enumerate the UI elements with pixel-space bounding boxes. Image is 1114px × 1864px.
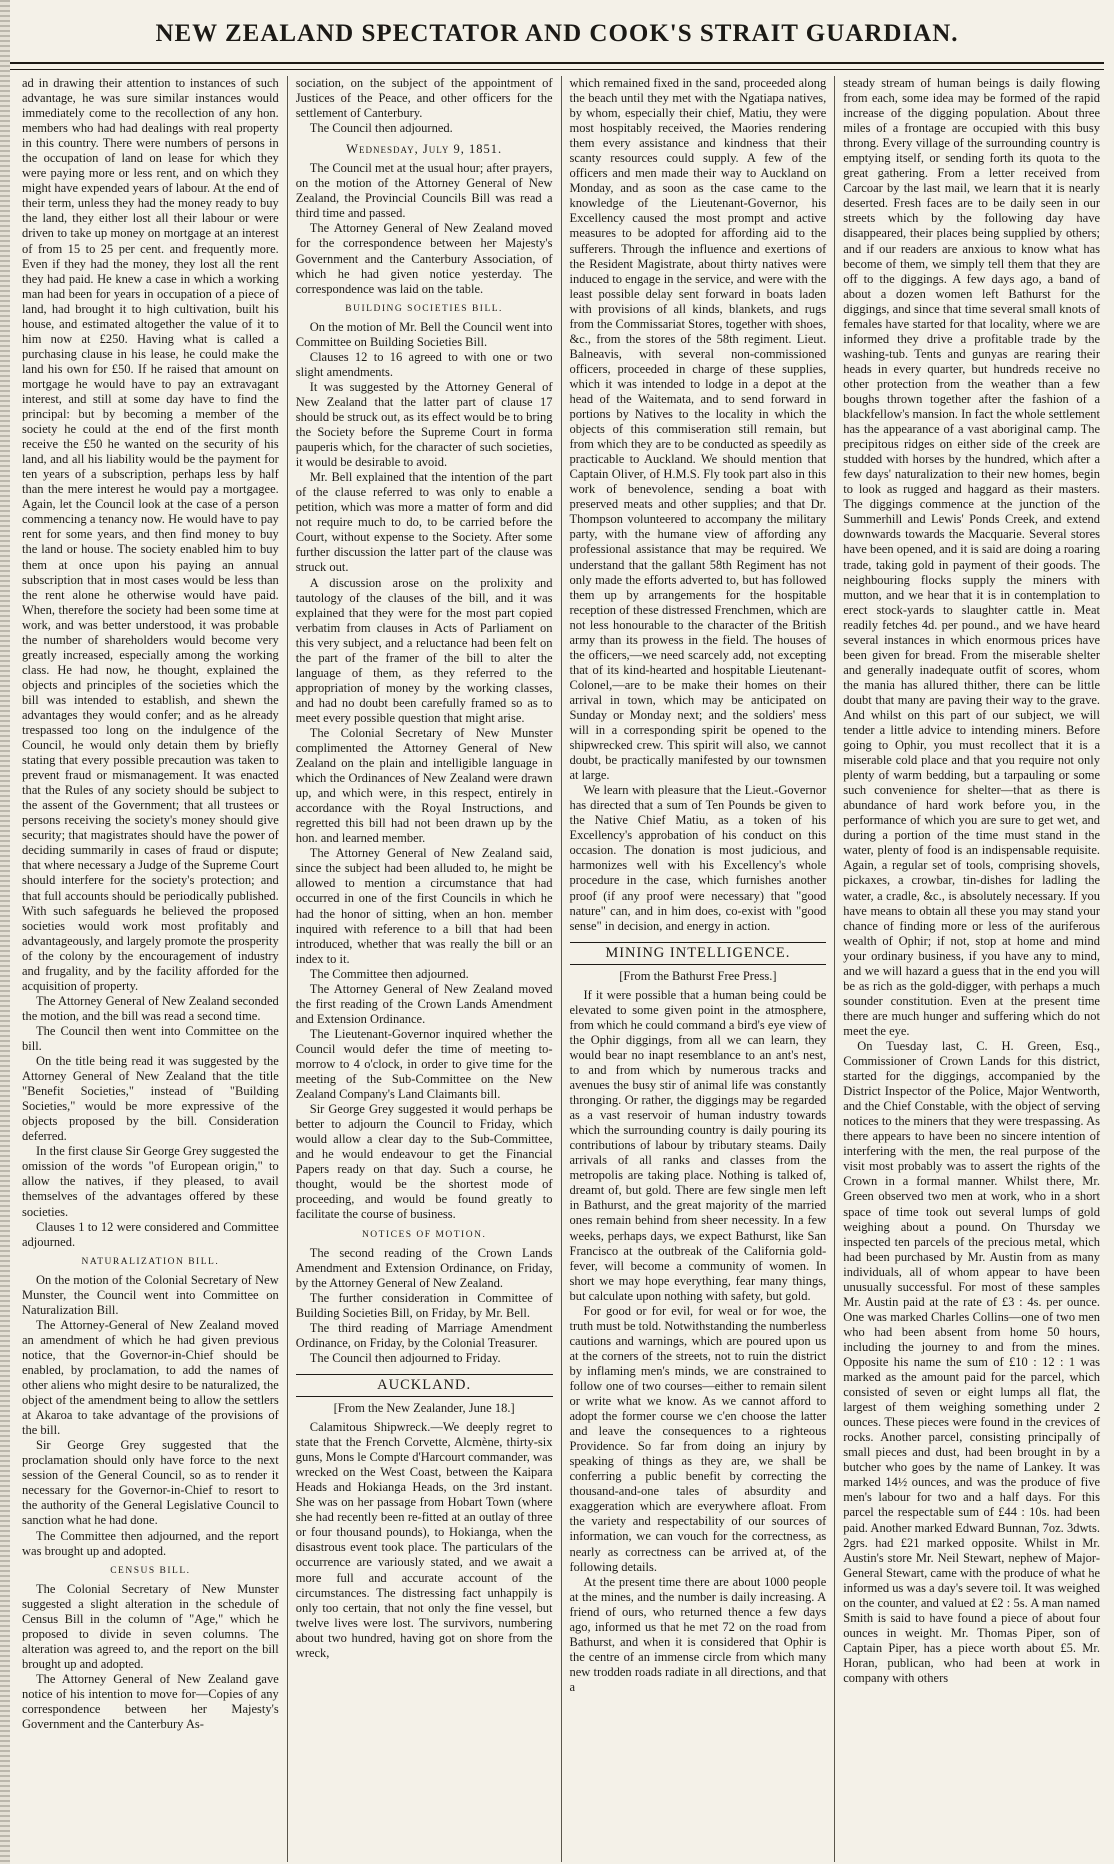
paragraph: On the title being read it was suggested by the Attorney General of New Zealand that the title "Benefit Societies," instead of "Building Societies," would be more expressive of the objects proposed by the bill. Consideration deferred. xyxy=(22,1054,279,1144)
subheading-naturalization-bill: NATURALIZATION BILL. xyxy=(81,1256,220,1267)
paragraph: On the motion of the Colonial Secretary of New Munster, the Council went into Committee on Naturalization Bill. xyxy=(22,1272,279,1317)
paragraph: The Attorney General of New Zealand moved for the correspondence between her Majesty's Government and the Canterbury Association, of which he had given notice yesterday. The correspondence was laid on the table. xyxy=(295,221,553,296)
date-heading: Wednesday, July 9, 1851. xyxy=(346,142,503,157)
paragraph: The Committee then adjourned. xyxy=(309,966,469,981)
subheading-notices-of-motion: NOTICES OF MOTION. xyxy=(361,1229,487,1240)
page-binding-edge xyxy=(0,0,10,1864)
column-3 xyxy=(562,76,836,1862)
paragraph: In the first clause Sir George Grey suggested the omission of the words "of European origin," to allow the natives, if they pleased, to avail themselves of the advantages offered by these societies. xyxy=(22,1144,279,1219)
column-2 xyxy=(288,76,562,1862)
paragraph: The Colonial Secretary of New Munster complimented the Attorney General of New Zealand on the plain and intelligible language in which the Ordinances of New Zealand were drawn up, and which were, in this respect, entirely in accordance with the Royal Instructions, and regretted this bill had not been drawn up by the hon. and learned member. xyxy=(295,725,553,846)
paragraph: The Committee then adjourned, and the report was brought up and adopted. xyxy=(22,1528,279,1558)
paragraph: Sir George Grey suggested it would perhaps be better to adjourn the Council to Friday, which would allow a clear day to the Sub-Committee, and he would endeavour to get the Financial Papers ready on that day. Such a course, he thought, would be the shortest mode of proceeding, and would be found greatly to facilitate the course of business. xyxy=(295,1102,553,1222)
paragraph: Clauses 1 to 12 were considered and Committee adjourned. xyxy=(22,1219,279,1249)
paragraph: The Council met at the usual hour; after prayers, on the motion of the Attorney General of New Zealand, the Provincial Councils Bill was read a third time and passed. xyxy=(295,161,553,221)
subheading-building-societies-bill: BUILDING SOCIETIES BILL. xyxy=(345,303,503,314)
paragraph: The Attorney General of New Zealand seconded the motion, and the bill was read a second time. xyxy=(22,993,279,1023)
source-line: [From the Bathurst Free Press.] xyxy=(619,968,777,983)
subheading-census-bill: CENSUS BILL. xyxy=(110,1565,191,1576)
masthead: NEW ZEALAND SPECTATOR AND COOK'S STRAIT GUARDIAN. xyxy=(155,20,959,47)
section-heading-auckland: AUCKLAND. xyxy=(296,1374,553,1397)
paragraph: A discussion arose on the prolixity and tautology of the clauses of the bill, and it was explained that they were for the most part copied verbatim from clauses in Acts of Parliament on this very subject, and a reluctance had been felt on the part of the framer of the bill to alter the language of them, as they referred to the appropriation of money by the working classes, and had no doubt been carefully framed so as to meet every possible question that might arise. xyxy=(295,575,553,725)
section-heading-mining-intelligence: MINING INTELLIGENCE. xyxy=(570,942,827,965)
paragraph: The Lieutenant-Governor inquired whether the Council would defer the time of meeting to-morrow to 4 o'clock, in order to give time for the meeting of the Sub-Committee on the New Zealand Company's Land Claimants bill. xyxy=(295,1026,553,1102)
paragraph: Clauses 12 to 16 agreed to with one or two slight amendments. xyxy=(295,349,553,379)
paragraph: steady stream of human beings is daily flowing from each, some idea may be formed of the rapid increase of the digging population. About three miles of a frontage are occupied with this busy throng. Every village of the surrounding country is emptying itself, or sending forth its quota to the great gathering. From a letter received from Carcoar by the last mail, we learn that it is nearly deserted. Fresh faces are to be daily seen in our streets which by the following day have disappeared, their places being supplied by others; and if our readers are anxious to know what has become of them, we simply tell them that they are off to the diggings. A few days ago, a band of about a dozen women left Bathurst for the diggings, and since that time several small knots of females have started for that locality, where we are informed they drive a profitable trade by the washing-tub. Tents and gunyas are rearing their heads in every quarter, but hundreds receive no other protection from the weather than a few boughs thrown together after the fashion of a blackfellow's mansion. In fact the whole settlement has the appearance of a vast aboriginal camp. The precipitous ridges on either side of the creek are studded with horses by the hundred, which after a few days' naturalization to their new homes, begin to look as rugged and haggard as their masters. The diggings commence at the junction of the Summerhill and Lewis' Ponds Creek, and extend downwards towards the Macquarie. Several stores have been opened, and it is said are doing a roaring trade, taking gold in payment of their goods. The neighbouring flocks supply the miners with mutton, and we hear that it is in contemplation to erect stock-yards to slaughter cattle in. Meat readily fetches 4d. per pound., and we have heard several instances in which enormous prices have been given for bread. From the miserable shelter and generally inadequate outfit of scores, whom the mania has allured thither, there can be little doubt that many are paving their way to the grave. And whilst on this part of our subject, we will tender a little advice to intending miners. Before going to Ophir, you must recollect that it is a miserable cold place and that you require not only plenty of warm bedding, but a tarpauling or some such convenience for shelter—that as there is abundance of hard work before you, in the performance of which you are sure to get wet, and during a portion of the time must stand in the water, plenty of food is an indispensable requisite. Again, a regular set of tools, comprising shovels, pickaxes, a crowbar, tin-dishes for ladling the water, a cradle, &c., is absolutely necessary. If you have means to obtain all these you may stand your chance of finding more or less of the auriferous wealth of Ophir; if not, stop at home and mind your ordinary business, if you have any to mind, and we will hazard a guess that in the end you will be as rich as the gold-digger, with perhaps a much sounder constitution. Even at the present time there are much hunger and suffering which do not meet the eye. xyxy=(843,76,1100,1038)
paragraph: The Attorney General of New Zealand moved the first reading of the Crown Lands Amendment and Extension Ordinance. xyxy=(295,981,553,1026)
paragraph: At the present time there are about 1000 people at the mines, and the number is daily increasing. A friend of ours, who returned thence a few days ago, informed us that he met 72 on the road from Bathurst, and when it is considered that Ophir is the centre of an immense circle from which many new trodden roads radiate in all directions, and that a xyxy=(569,1574,827,1694)
paragraph: ad in drawing their attention to instances of such advantage, he was sure similar instances would immediately come to the recollection of any hon. members who had had dealings with real property in this country. There were numbers of persons in the occupation of land on lease for which they were paying more or less rent, and on which they might have expended years of labour. At the end of their term, unless they had the money ready to buy the land, they either lost all their labour or were driven to take up money on mortgage at an interest of from 15 to 25 per cent. and frequently more. Even if they had the money, they lost all the rent they had paid. He knew a case in which a working man had been for years in occupation of a piece of land, had brought it to high cultivation, built his house, and estimated altogether the value of it to him now at £250. Having what is called a purchasing clause in his lease, he could make the land his own for £50. If he raised that amount on mortgage he would have to pay an extravagant interest, and still at some day have to find the principal: but by becoming a member of the society he could at the end of the first month receive the £50 he wanted on the security of his land, and all his liability would be the payment for ten years of a subscription, perhaps less by half than the mere interest he would pay a mortgagee. Again, let the Council look at the case of a person commencing a tenancy now. He would have to pay rent for some years, and then find money to buy the land or house. The society enabled him to buy them at once upon his paying an annual subscription that in most cases would be less than the rent alone he otherwise would have paid. When, therefore the society had been some time at work, and was better understood, it was probable the number of shareholders would become very greatly increased, especially among the working class. He had now, he thought, explained the objects and principles of the societies which the bill was intended to establish, and shewn the advantages they would confer; and as he already trespassed too long on the indulgence of the Council, he would only detain them by briefly stating that every possible precaution was taken to prevent fraud or mismanagement. It was enacted that the Rules of any society should be subject to the assent of the Government; that all trustees or persons receiving the society's money should give security; that magistrates should have the power of deciding summarily in cases of fraud or dispute; that where necessary a Judge of the Supreme Court should interfere for the society's protection; and that full accounts should be periodically published. With such safeguards he believed the proposed societies would work most profitably and advantageously, and largely promote the prosperity of the colony by the encouragement of industry and frugality, and by the facility afforded for the acquisition of property. xyxy=(22,76,279,993)
paragraph: sociation, on the subject of the appointment of Justices of the Peace, and other officers for the settlement of Canterbury. xyxy=(295,76,553,121)
columns xyxy=(14,76,1108,1862)
paragraph: which remained fixed in the sand, proceeded along the beach until they met with the Ngatiapa natives, by whom, especially their chief, Matiu, they were most hospitably received, the Maories rendering them every assistance and kindness that their scanty resources could supply. A few of the officers and men made their way to Auckland on Monday, and as soon as the case came to the knowledge of the Lieutenant-Governor, his Excellency caused the most prompt and active measures to be adopted for affording aid to the sufferers. Through the influence and exertions of the Resident Magistrate, about thirty natives were induced to engage in the service, and were with the least possible delay sent forward in boats laden with provisions of all kinds, blankets, and rugs from the Commissariat Stores, together with shoes, &c., from the stores of the 58th regiment. Lieut. Balneavis, with several non-commissioned officers, proceeded in charge of these supplies, which it was intended to lodge in a depot at the head of the Waitemata, and to send forward in portions by Natives to the locality in which the objects of this commiseration still remain, but from which they are to be conducted as speedily as practicable to Auckland. We should mention that Captain Oliver, of H.M.S. Fly took part also in this work of benevolence, sending a boat with preserved meats and other supplies; and that Dr. Thompson volunteered to accompany the military party, with the humane view of affording any professional assistance that may be required. We understand that the gallant 58th Regiment has not only made the efforts adverted to, but has followed them up by arrangements for the hospitable reception of these distressed Frenchmen, which are not less honourable to the character of the British army than its prowess in the field. The houses of the officers,—we need scarcely add, not excepting that of its kind-hearted and hospitable Lieutenant-Colonel,—are to be make their homes on their arrival in town, which may be anticipated on Sunday or Monday next; and the soldiers' mess will in a corresponding spirit be opened to the shipwrecked crew. This spirit will also, we cannot doubt, be practically manifested by our townsmen at large. xyxy=(569,76,827,783)
paragraph: We learn with pleasure that the Lieut.-Governor has directed that a sum of Ten Pounds be given to the Native Chief Matiu, as a token of his Excellency's approbation of his conduct on this occasion. The donation is most judicious, and harmonizes well with his Excellency's whole procedure in the case, which furnishes another proof (if any proof were necessary) that "good nature" can, and in him does, co-exist with "good sense" in decision, and energy in action. xyxy=(569,783,827,933)
paragraph: The Attorney-General of New Zealand moved an amendment of which he had given previous notice, that the Governor-in-Chief should be enabled, by proclamation, to add the names of other aliens who might desire to be naturalized, the object of the amendment being to allow the settlers at Akaroa to take advantage of the provisions of the bill. xyxy=(22,1317,279,1438)
paragraph: On Tuesday last, C. H. Green, Esq., Commissioner of Crown Lands for this district, started for the diggings, accompanied by the District Inspector of the Police, Major Wentworth, and the Chief Constable, with the object of serving notices to the miners that they were trespassing. As there appears to have been no sincere intention of interfering with the men, the real purpose of the visit most probably was to assert the rights of the Crown in a formal manner. Whilst there, Mr. Green observed two men at work, who in a short space of time took out several lumps of gold weighing about a pound. On Thursday we inspected ten parcels of the precious metal, which had been purchased by Mr. Austin from as many individuals, all of whom appear to have been unusually successful. For most of these samples Mr. Austin paid at the rate of £3 : 4s. per ounce. One was marked Charles Collins—one of two men who had been absent from home 50 hours, including the journey to and from the mines. Opposite his name the sum of £10 : 12 : 1 was marked as the amount paid for the parcel, which consisted of seven or eight lumps all flat, the largest of them weighing something under 2 ounces. These pieces were found in the crevices of rocks. Another parcel, consisting principally of small pieces and dust, had been brought in by a butcher who goes by the name of Lankey. It was marked 14½ ounces, and was the produce of five men's labour for two and a half days. For this parcel the respectable sum of £44 : 10s. had been paid. Another marked Edward Bunnan, 7oz. 3dwts. 2grs. had £21 marked opposite. Whilst in Mr. Austin's store Mr. Neil Stewart, nephew of Major-General Stewart, came with the produce of what he informed us was a day's severe toil. It was weighed on the counter, and valued at £2 : 5s. A man named Smith is said to have found a piece of about four ounces in weight. Mr. Thomas Piper, son of Captain Piper, has a piece worth about £5. Mr. Horan, publican, who had been at work in company with others xyxy=(843,1039,1100,1685)
paragraph: It was suggested by the Attorney General of New Zealand that the latter part of clause 17 should be struck out, as its effect would be to bring the Society before the Supreme Court in forma pauperis which, for the character of such societies, it would be desirable to avoid. xyxy=(295,379,553,470)
paragraph: Sir George Grey suggested that the proclamation should only have force to the next session of the General Council, so as to render it necessary for the Governor-in-Chief to resort to the authority of the General Legislative Council to sanction what he had done. xyxy=(22,1438,279,1528)
paragraph: The third reading of Marriage Amendment Ordinance, on Friday, by the Colonial Treasurer. xyxy=(295,1320,553,1350)
paragraph: For good or for evil, for weal or for woe, the truth must be told. Notwithstanding the numberless cautions and warnings, which are poured upon us at the corners of the streets, not to ruin the district by inflaming men's minds, we are constrained to follow one of two courses—either to remain silent or write what we know. As we cannot afford to adopt the former course we c'en choose the latter and leave the consequences to a righteous Providence. So far from doing an injury by speaking of things as they are, we shall be conferring a public benefit by correcting the thousand-and-one tales of absurdity and exaggeration which are everywhere afloat. From the variety and respectability of our sources of information, we can vouch for the correctness, as nearly as correctness can be arrived at, of the following details. xyxy=(569,1303,827,1574)
paragraph: On the motion of Mr. Bell the Council went into Committee on Building Societies Bill. xyxy=(295,319,553,349)
paragraph: The Attorney General of New Zealand said, since the subject had been alluded to, he might be allowed to mention a circumstance that had occurred in one of the first Councils in which he had the honor of sitting, when an hon. member inquired with reference to a bill that had been introduced, whether that was really the bill or an index to it. xyxy=(295,846,553,966)
paragraph: The Council then adjourned to Friday. xyxy=(309,1350,501,1365)
paragraph: The second reading of the Crown Lands Amendment and Extension Ordinance, on Friday, by the Attorney General of New Zealand. xyxy=(295,1245,553,1290)
masthead-rule xyxy=(10,62,1104,70)
paragraph: The Council then went into Committee on the bill. xyxy=(22,1023,279,1053)
paragraph: The further consideration in Committee of Building Societies Bill, on Friday, by Mr. Bell. xyxy=(295,1290,553,1320)
paragraph: The Colonial Secretary of New Munster suggested a slight alteration in the schedule of Census Bill in the column of "Age," which he proposed to divide in seven columns. The alteration was agreed to, and the report on the bill brought up and adopted. xyxy=(22,1581,279,1671)
column-4 xyxy=(835,76,1108,1862)
paragraph: The Council then adjourned. xyxy=(309,121,453,136)
source-line: [From the New Zealander, June 18.] xyxy=(333,1400,515,1415)
paragraph: The Attorney General of New Zealand gave notice of his intention to move for—Copies of any correspondence between her Majesty's Government and the Canterbury As- xyxy=(22,1671,279,1732)
column-1 xyxy=(14,76,288,1862)
paragraph: If it were possible that a human being could be elevated to some given point in the atmosphere, from which he could command a bird's eye view of the Ophir diggings, from all we can learn, they would bear no inapt resemblance to an ant's nest, to and from which by numerous tracks and avenues the busy stir of animal life was constantly thronging. Or rather, the diggings may be regarded as a vast reservoir of human industry towards which the surrounding country is daily pouring its contributions of labour by tributary steams. Daily arrivals of all ranks and classes from the metropolis are taking place. Nothing is talked of, dreamt of, but gold. There are few single men left in Bathurst, and the great majority of the married ones remain behind from sheer necessity. In a few weeks, perhaps days, we expect Bathurst, like San Francisco at the outbreak of the California gold-fever, will become a community of women. In short we may hope everything, fear many things, but calculate upon nothing with safety, but gold. xyxy=(569,987,827,1303)
paragraph: Mr. Bell explained that the intention of the part of the clause referred to was only to enable a petition, which was more a matter of form and did not require much to do, to be carried before the Court, without expense to the Society. After some further discussion the latter part of the clause was struck out. xyxy=(295,470,553,575)
paragraph: Calamitous Shipwreck.—We deeply regret to state that the French Corvette, Alcmène, thirty-six guns, Mons le Compte d'Harcourt commander, was wrecked on the West Coast, between the Kaipara Heads and Hokianga Heads, on the 3rd instant. She was on her passage from Hobart Town (where she had recently been re-fitted at an outlay of three or four thousand pounds), to Hokianga, when the disastrous event took place. The particulars of the occurrence are variously stated, and we await a more full and accurate account of the circumstances. The distressing fact unhappily is only too certain, that not only the fine vessel, but twelve lives were lost. The survivors, numbering about two hundred, having got on shore from the wreck, xyxy=(295,1420,553,1660)
